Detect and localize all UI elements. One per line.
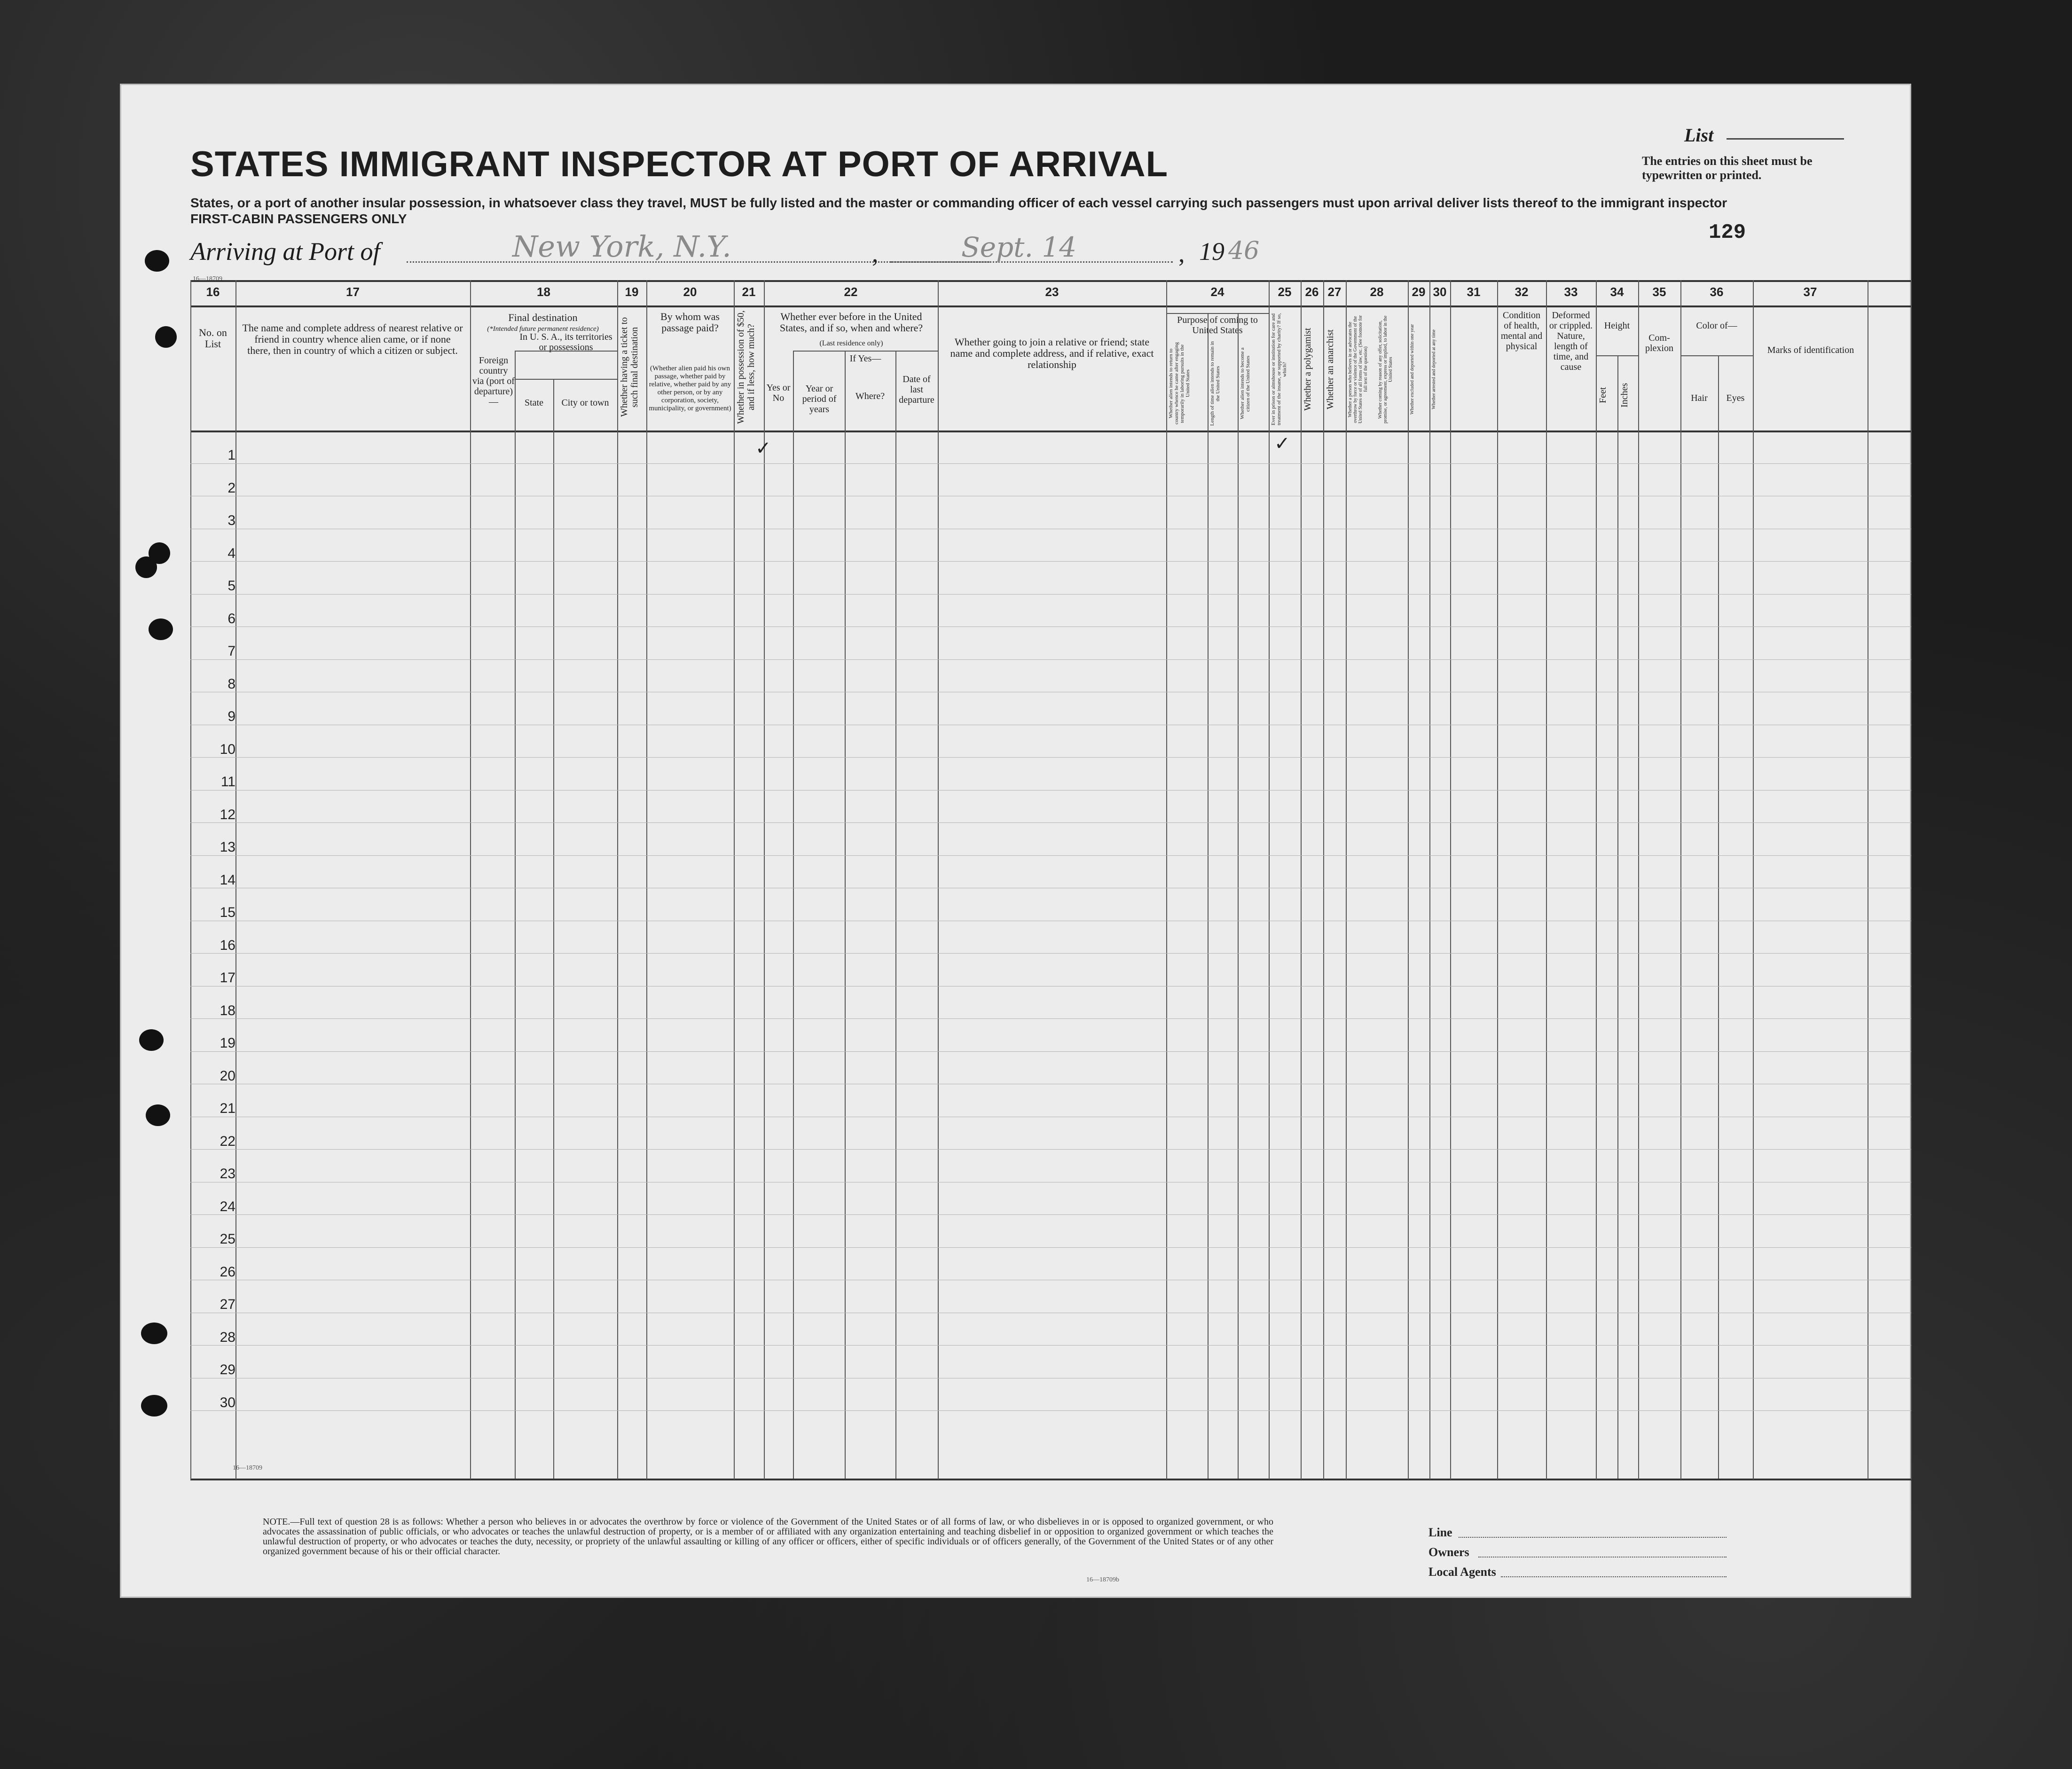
col-divider: [1346, 280, 1347, 1479]
punch-hole: [141, 1323, 167, 1344]
table-row: [190, 1345, 1911, 1346]
row-number: 8: [228, 676, 235, 692]
date-handwritten: Sept. 14: [961, 231, 1077, 263]
col-divider: [1497, 280, 1498, 1479]
hdr-last-residence: (Last residence only): [819, 339, 883, 347]
hdr-inches: Inches: [1619, 383, 1630, 408]
hdr-height: Height: [1604, 321, 1630, 331]
hdr-eyes: Eyes: [1726, 393, 1745, 403]
form-code-note: 16—18709b: [1086, 1576, 1119, 1583]
col-divider: [1450, 280, 1451, 1479]
col-divider: [1680, 280, 1681, 1479]
hdr-date-departure: Date of last departure: [899, 374, 934, 405]
col-num: 25: [1278, 285, 1292, 299]
hdr-ever-before: Whether ever before in the United States, and if so, when and where?: [779, 311, 923, 334]
col-divider: [515, 351, 516, 1479]
col-num: 24: [1210, 285, 1224, 299]
col-num: 21: [742, 285, 756, 299]
row-number: 29: [220, 1362, 235, 1378]
table-row: [190, 1214, 1911, 1215]
col-num: 18: [537, 285, 550, 299]
table-row: [190, 1051, 1911, 1052]
hdr-foreign-country: Foreign country via (port of departure)—: [472, 355, 515, 407]
col-divider: [1238, 313, 1239, 1479]
hdr-color-of: Color of—: [1696, 321, 1737, 331]
table-row: [190, 1018, 1911, 1019]
col-num: 32: [1515, 285, 1529, 299]
col-num: 26: [1305, 285, 1319, 299]
manifest-table: [190, 280, 1911, 1479]
col-num: 27: [1327, 285, 1342, 299]
hdr-fifty-dollars: Whether in possession of $50, and if less, how much?: [736, 310, 756, 424]
check-mark: ✓: [755, 438, 771, 459]
form-code-top: 16—18709: [193, 275, 222, 282]
hdr-q28b: Whether coming by reason of any offer, solicitation, promise, or agreement, express or implied, to labor in the United States: [1378, 315, 1393, 423]
table-row: [190, 1247, 1911, 1248]
row-number: 13: [220, 839, 235, 855]
col-divider: [845, 351, 846, 1479]
table-row: [190, 561, 1911, 562]
subheader-rule: [1596, 355, 1638, 356]
row-number: 23: [220, 1166, 235, 1182]
row-number: 20: [220, 1068, 235, 1084]
table-row: [190, 757, 1911, 758]
row-number: 22: [220, 1133, 235, 1149]
hdr-final-destination: Final destination: [508, 312, 578, 323]
col-divider: [895, 351, 896, 1479]
table-row: [190, 1410, 1911, 1411]
col-num: 35: [1652, 285, 1666, 299]
col-divider: [793, 351, 794, 1479]
check-mark: ✓: [1274, 433, 1290, 454]
sheet-number: 129: [1709, 221, 1746, 244]
year-handwritten: 46: [1228, 237, 1260, 265]
col-divider: [1596, 280, 1597, 1479]
col-divider: [646, 280, 647, 1479]
hdr-q29: Whether excluded and deported within one year: [1410, 324, 1415, 415]
col-divider: [1269, 280, 1270, 1479]
row-number: 19: [220, 1035, 235, 1051]
punch-hole: [149, 618, 173, 640]
hdr-condition: Condition of health, mental and physical: [1500, 310, 1543, 352]
form-title: STATES IMMIGRANT INSPECTOR AT PORT OF ARRIVAL: [190, 144, 1169, 184]
col-divider: [1718, 355, 1719, 1479]
table-row: [190, 659, 1911, 660]
list-number-line: [1727, 138, 1844, 140]
hdr-feet: Feet: [1598, 387, 1608, 404]
punch-hole: [155, 326, 177, 348]
col-divider: [617, 280, 618, 1479]
hdr-purpose: Purpose of coming to United States: [1177, 315, 1258, 336]
col-num: 29: [1412, 285, 1426, 299]
punch-hole: [139, 1029, 164, 1051]
local-agents-label: Local Agents: [1428, 1565, 1496, 1579]
row-number: 7: [228, 643, 235, 659]
col-num: 16: [206, 285, 220, 299]
hdr-where: Where?: [855, 391, 885, 401]
hdr-if-yes: If Yes—: [849, 353, 881, 364]
column-number-rule: [190, 305, 1911, 307]
row-number: 4: [228, 545, 235, 561]
col-num: 33: [1564, 285, 1578, 299]
hdr-purpose-c: Whether alien intends to become a citizen of the United States: [1240, 347, 1251, 420]
row-number: 26: [220, 1264, 235, 1280]
punch-hole: [135, 556, 157, 578]
subheader-rule: [1166, 313, 1269, 314]
row-number: 9: [228, 709, 235, 724]
hdr-complexion: Com-plexion: [1645, 333, 1673, 353]
col-divider: [734, 280, 735, 1479]
row-number: 24: [220, 1198, 235, 1214]
table-row: [190, 594, 1911, 595]
manifest-sheet: [120, 84, 1911, 1598]
row-number: 17: [220, 970, 235, 986]
col-divider: [235, 280, 236, 1479]
list-label: List: [1684, 125, 1714, 146]
row-number: 5: [228, 578, 235, 594]
row-number: 18: [220, 1002, 235, 1018]
row-number: 16: [220, 937, 235, 953]
col-divider: [764, 280, 765, 1479]
col-num: 31: [1467, 285, 1481, 299]
hdr-yes-or-no: Yes or No: [766, 383, 791, 403]
col-num: 34: [1610, 285, 1624, 299]
table-row: [190, 855, 1911, 856]
hdr-join-relative: Whether going to join a relative or friend; state name and complete address, and if relative, exact relationship: [950, 336, 1154, 370]
hdr-q30: Whether arrested and deported at any time: [1431, 329, 1436, 409]
hdr-future-residence: (*Intended future permanent residence): [487, 325, 599, 333]
row-number: 2: [228, 480, 235, 496]
subheader-rule: [1680, 355, 1753, 356]
row-number: 10: [220, 741, 235, 757]
passenger-class: FIRST-CABIN PASSENGERS ONLY: [190, 211, 407, 226]
table-top-rule: [190, 280, 1911, 282]
row-number: 1: [228, 447, 235, 463]
form-code-bottom: 16—18709: [233, 1464, 262, 1472]
col-divider: [1546, 280, 1547, 1479]
line-field: [1459, 1537, 1727, 1538]
arriving-label: Arriving at Port of: [190, 237, 380, 266]
hdr-marks: Marks of identification: [1767, 345, 1854, 355]
col-divider: [1301, 280, 1302, 1479]
col-divider: [1166, 280, 1167, 1479]
comma-2: ,: [1178, 239, 1185, 267]
col-divider: [1753, 280, 1754, 1479]
row-number: 21: [220, 1101, 235, 1116]
hdr-by-whom-note: (Whether alien paid his own passage, whether paid by relative, whether paid by any other person, or by any corporation, society, municipality, or government): [649, 365, 731, 412]
entries-note: The entries on this sheet must be typewritten or printed.: [1642, 154, 1813, 182]
table-row: [190, 822, 1911, 823]
col-divider: [1408, 280, 1409, 1479]
hdr-in-usa: In U. S. A., its territories or possessions: [519, 332, 612, 352]
table-row: [190, 953, 1911, 954]
table-bottom-rule: [190, 1479, 1911, 1480]
table-row: [190, 790, 1911, 791]
row-number: 14: [220, 872, 235, 888]
punch-hole: [141, 1395, 167, 1417]
table-row: [190, 1149, 1911, 1150]
col-num: 22: [844, 285, 858, 299]
col-num: 23: [1045, 285, 1059, 299]
col-divider: [1638, 280, 1639, 1479]
hdr-purpose-b: Length of time alien intends to remain in the United States: [1209, 341, 1221, 426]
hdr-nearest-relative: The name and complete address of nearest relative or friend in country whence alien came, or if none there, then in country of which a citizen or subject.: [242, 322, 463, 356]
col-num: 28: [1370, 285, 1384, 299]
hdr-anarchist: Whether an anarchist: [1325, 329, 1335, 409]
hdr-city: City or town: [561, 398, 609, 408]
row-number: 25: [220, 1231, 235, 1247]
punch-hole: [145, 250, 169, 272]
col-num: 17: [346, 285, 360, 299]
hdr-ticket: Whether having a ticket to such final destination: [619, 317, 640, 417]
hdr-q28a: Whether a person who believes in or advocates the overthrow by force or violence of the Government of the United States or of all forms of law, etc. (See footnote for full text of the question): [1348, 315, 1368, 424]
col-divider: [1429, 280, 1430, 1479]
note-question-28: NOTE.—Full text of question 28 is as follows: Whether a person who believes in or advocates the overthrow by force or violence of the Government of the United States or of all forms of law, or who disbelieves in or is opposed to organized government, or who advocates the assassination of public officials, or who advocates or teaches the unlawful destruction of property, or is a member of or affiliated with any organization entertaining and teaching disbelief in or opposition to organized government or which teaches the unlawful destruction of property, or who advocates or teaches the duty, necessity, or propriety of the unlawful assaulting or killing of any officer or officers, either of specific individuals or of officers generally, of the Government of the United States or of any other organized government because of his or their official character.: [263, 1517, 1273, 1557]
row-number: 30: [220, 1394, 235, 1410]
row-number: 6: [228, 611, 235, 626]
row-number: 15: [220, 905, 235, 920]
owners-label: Owners: [1428, 1545, 1469, 1559]
hdr-prison: Ever in prison or almshouse or institution for care and treatment of the insane, or supported by charity? If so, which?: [1271, 313, 1287, 426]
form-instructions: States, or a port of another insular possession, in whatsoever class they travel, MUST be fully listed and the master or commanding officer of each vessel carrying such passengers must upon arrival deliver lists thereof to the immigrant inspector: [190, 196, 1727, 210]
comma-1: ,: [872, 239, 879, 267]
hdr-polygamist: Whether a polygamist: [1303, 328, 1313, 411]
header-bottom-rule: [190, 431, 1911, 432]
hdr-by-whom: By whom was passage paid?: [660, 311, 720, 334]
punch-hole: [146, 1104, 170, 1126]
hdr-year-period: Year or period of years: [802, 384, 837, 415]
row-number: 12: [220, 806, 235, 822]
row-number: 11: [220, 774, 235, 790]
local-agents-field: [1501, 1576, 1727, 1577]
col-divider: [553, 379, 554, 1479]
col-num: 37: [1803, 285, 1817, 299]
hdr-state: State: [525, 398, 543, 408]
col-divider: [938, 280, 939, 1479]
table-row: [190, 463, 1911, 464]
port-handwritten: New York, N.Y.: [512, 229, 731, 264]
col-divider: [1911, 280, 1912, 1479]
col-divider: [470, 280, 471, 1479]
row-number: 28: [220, 1329, 235, 1345]
col-divider: [1208, 313, 1209, 1479]
row-number: 3: [228, 513, 235, 528]
col-num: 20: [683, 285, 697, 299]
hdr-deformed: Deformed or crippled. Nature, length of time, and cause: [1549, 310, 1593, 372]
owners-field: [1478, 1557, 1727, 1558]
col-divider: [1617, 355, 1618, 1479]
line-label: Line: [1428, 1526, 1452, 1539]
subheader-rule: [515, 379, 617, 380]
row-number: 27: [220, 1297, 235, 1312]
year-printed: 19: [1199, 237, 1224, 266]
subheader-rule: [793, 351, 938, 352]
col-num: 36: [1710, 285, 1724, 299]
col-num: 30: [1433, 285, 1447, 299]
col-divider: [1323, 280, 1324, 1479]
col-num: 19: [625, 285, 639, 299]
hdr-purpose-a: Whether alien intends to return to country whence he came after engaging temporarily in laboring pursuits in the United States: [1168, 342, 1191, 425]
table-row: [190, 626, 1911, 627]
hdr-hair: Hair: [1691, 393, 1708, 403]
hdr-no-on-list: No. on List: [199, 327, 227, 350]
